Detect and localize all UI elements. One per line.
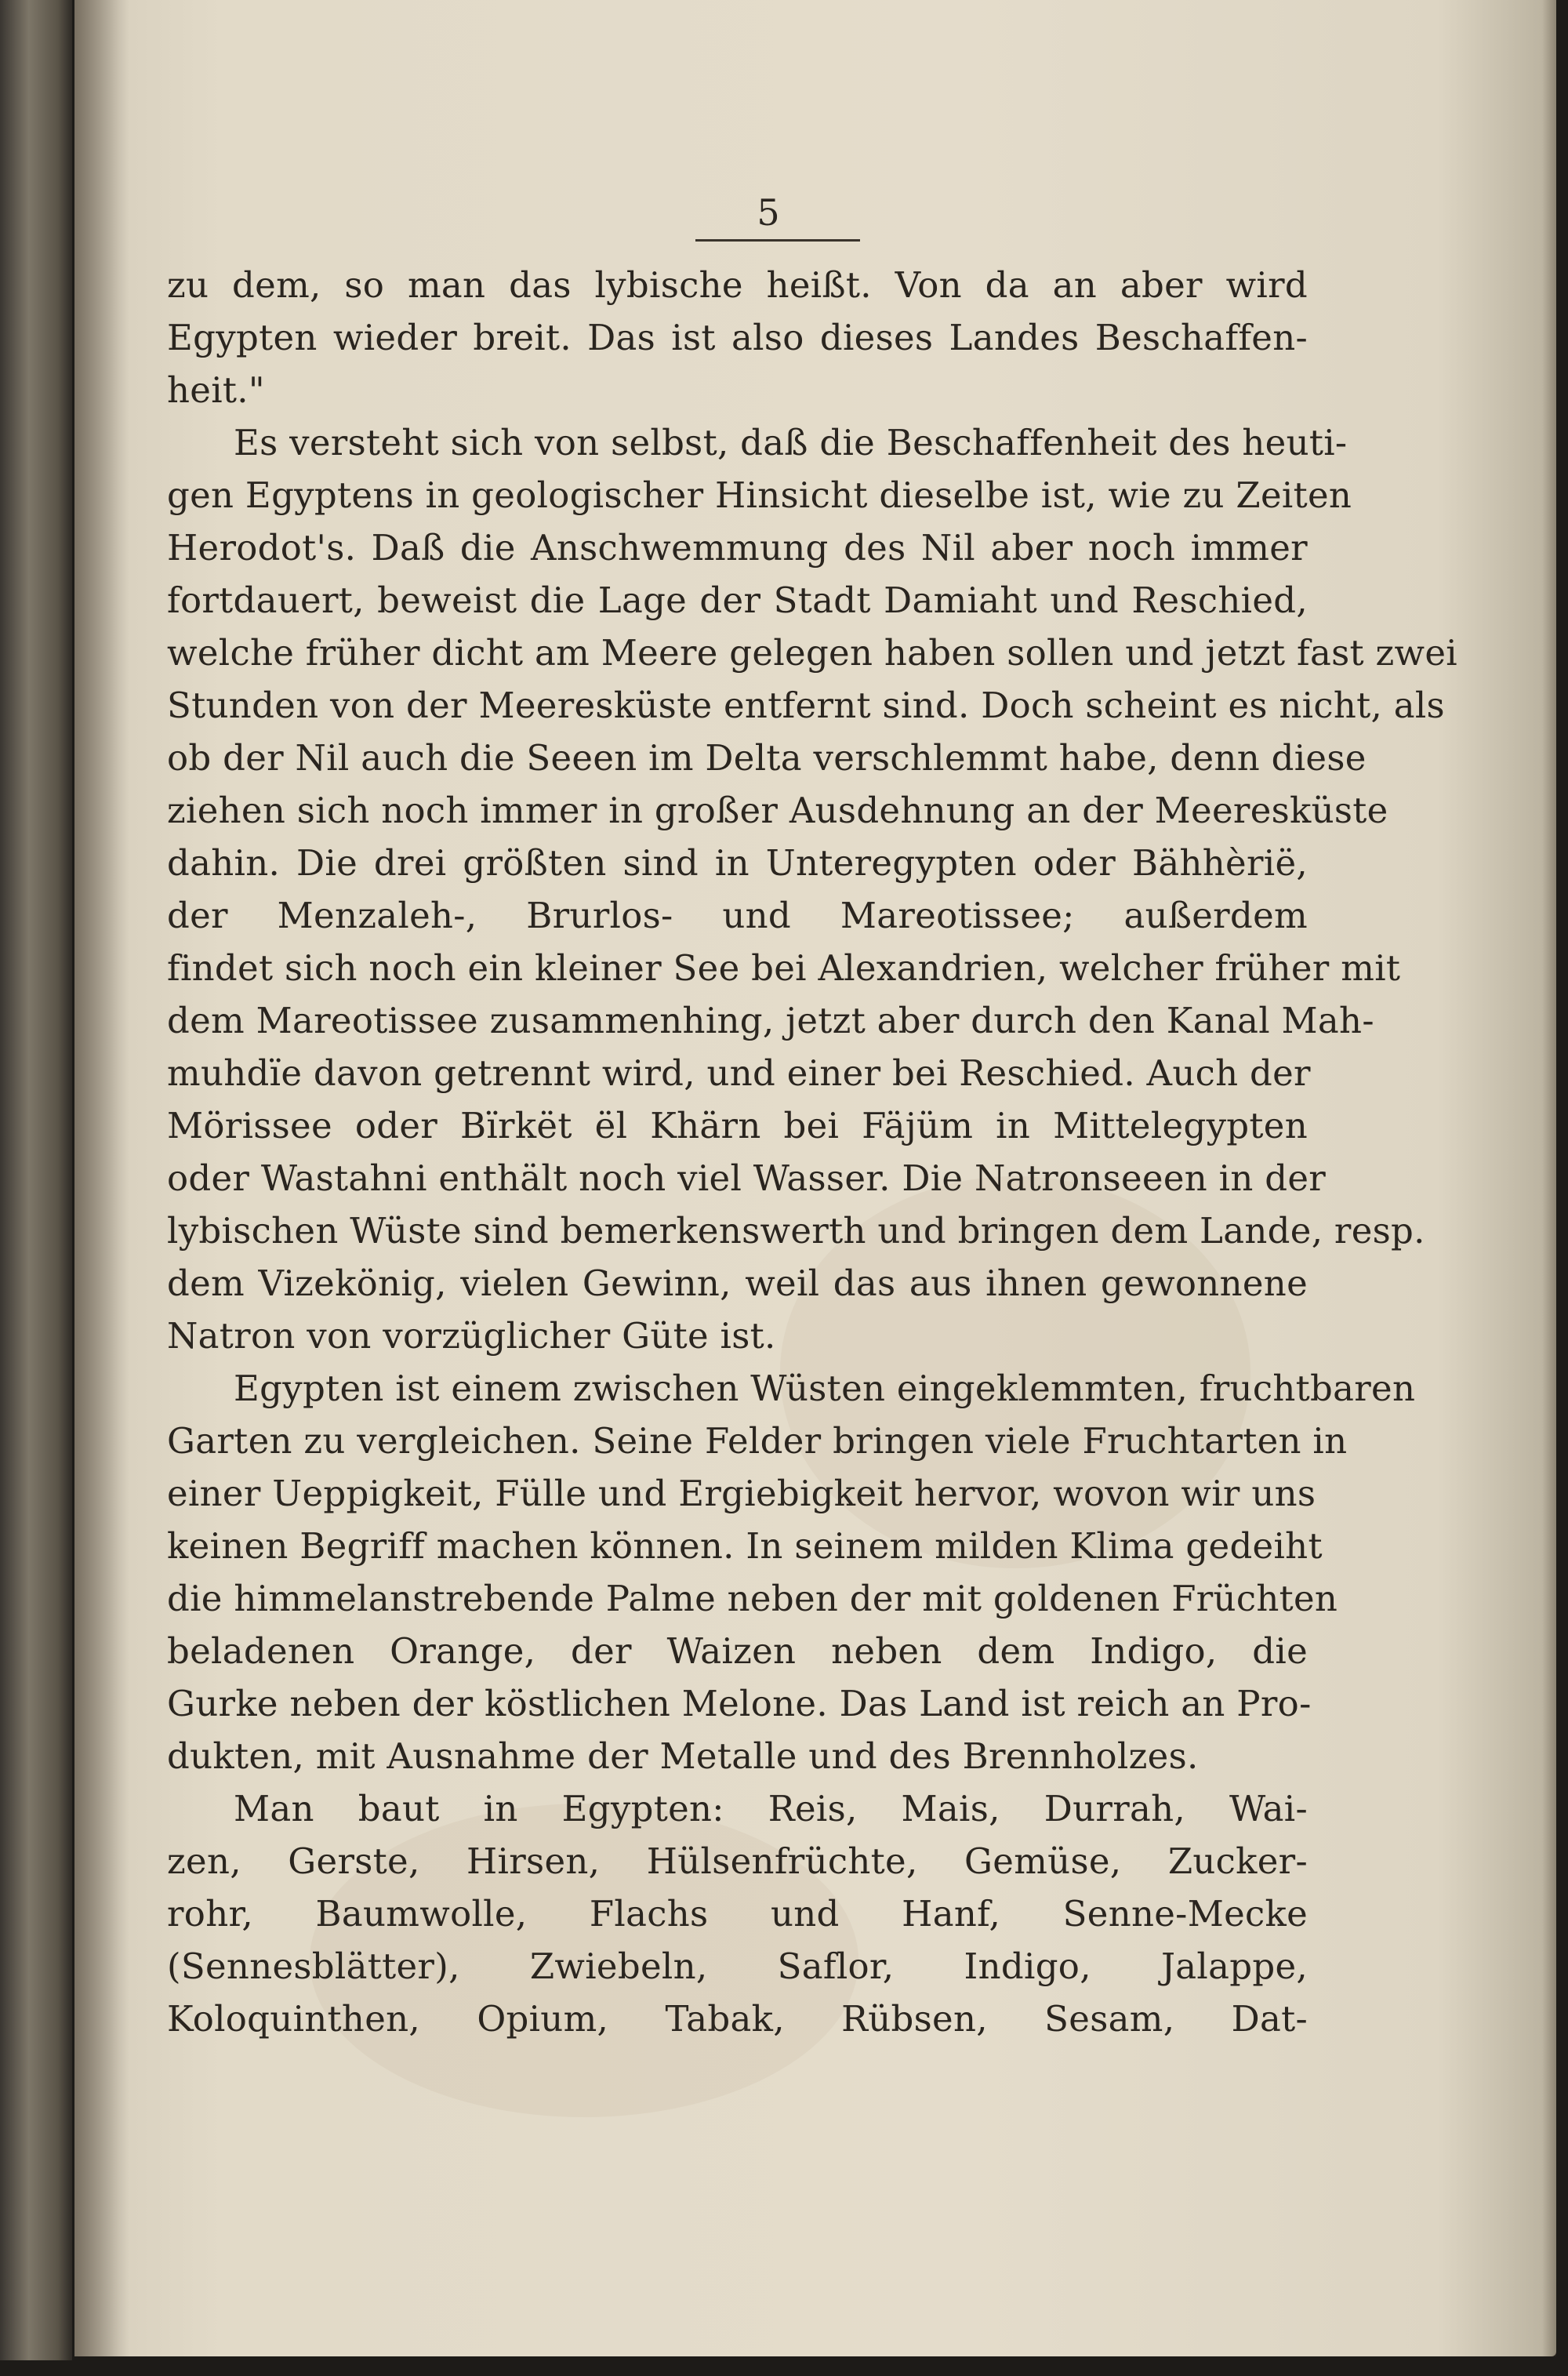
text-line: Es versteht sich von selbst, daß die Beschaffenheit des heuti-: [234, 422, 1348, 463]
text-line: Herodot's. Daß die Anschwemmung des Nil aber noch immer: [167, 527, 1308, 569]
text-line: dem Vizekönig, vielen Gewinn, weil das aus ihnen gewonnene: [167, 1262, 1308, 1304]
text-line: einer Ueppigkeit, Fülle und Ergiebigkeit hervor, wovon wir uns: [167, 1473, 1316, 1514]
body-text: [167, 259, 1457, 2045]
text-line: Egypten wieder breit. Das ist also dieses Landes Beschaffen-: [167, 317, 1308, 358]
text-line: gen Egyptens in geologischer Hinsicht dieselbe ist, wie zu Zeiten: [167, 474, 1352, 516]
text-line: Man baut in Egypten: Reis, Mais, Durrah, Wai-: [234, 1788, 1308, 1829]
text-line: findet sich noch ein kleiner See bei Alexandrien, welcher früher mit: [167, 947, 1401, 989]
text-line: Mörissee oder Bïrkët ël Khärn bei Fäjüm in Mittelegypten: [167, 1105, 1308, 1146]
text-line: Garten zu vergleichen. Seine Felder bringen viele Fruchtarten in: [167, 1420, 1348, 1462]
text-line: ziehen sich noch immer in großer Ausdehnung an der Meeresküste: [167, 790, 1388, 831]
text-line: beladenen Orange, der Waizen neben dem Indigo, die: [167, 1630, 1308, 1672]
text-line: Koloquinthen, Opium, Tabak, Rübsen, Sesam, Dat-: [167, 1998, 1308, 2040]
text-line: zu dem, so man das lybische heißt. Von da an aber wird: [167, 264, 1308, 306]
text-line: zen, Gerste, Hirsen, Hülsenfrüchte, Gemüse, Zucker-: [167, 1840, 1308, 1882]
text-line: welche früher dicht am Meere gelegen haben sollen und jetzt fast zwei: [167, 632, 1457, 674]
text-line: rohr, Baumwolle, Flachs und Hanf, Senne-Mecke: [167, 1893, 1308, 1935]
text-line: ob der Nil auch die Seeen im Delta verschlemmt habe, denn diese: [167, 737, 1367, 779]
text-line: die himmelanstrebende Palme neben der mit goldenen Früchten: [167, 1578, 1338, 1619]
text-line: der Menzaleh-, Brurlos- und Mareotissee; außerdem: [167, 895, 1308, 936]
page-edge-shadow: [1542, 0, 1556, 2356]
previous-page-edge: [0, 0, 72, 2360]
text-line: Natron von vorzüglicher Güte ist.: [167, 1315, 776, 1357]
page-number: 5: [757, 191, 780, 234]
text-line: muhdïe davon getrennt wird, und einer bei Reschied. Auch der: [167, 1052, 1311, 1094]
spine-shadow: [74, 0, 129, 2356]
text-line: oder Wastahni enthält noch viel Wasser. Die Natronseeen in der: [167, 1157, 1327, 1199]
text-line: Gurke neben der köstlichen Melone. Das Land ist reich an Pro-: [167, 1683, 1312, 1724]
text-line: fortdauert, beweist die Lage der Stadt Damiaht und Reschied,: [167, 579, 1308, 621]
text-line: dem Mareotissee zusammenhing, jetzt aber durch den Kanal Mah-: [167, 1000, 1374, 1041]
text-line: Egypten ist einem zwischen Wüsten eingeklemmten, fruchtbaren: [234, 1368, 1416, 1409]
page-number-rule: [695, 239, 860, 242]
text-line: keinen Begriff machen können. In seinem milden Klima gedeiht: [167, 1525, 1323, 1567]
text-line: dahin. Die drei größten sind in Unteregypten oder Bähhèrië,: [167, 842, 1308, 884]
text-line: lybischen Wüste sind bemerkenswerth und bringen dem Lande, resp.: [167, 1210, 1425, 1252]
text-line: (Sennesblätter), Zwiebeln, Saflor, Indigo, Jalappe,: [167, 1945, 1308, 1987]
text-line: Stunden von der Meeresküste entfernt sind. Doch scheint es nicht, als: [167, 685, 1445, 726]
text-line: heit.": [167, 369, 265, 411]
text-line: dukten, mit Ausnahme der Metalle und des Brennholzes.: [167, 1735, 1199, 1777]
